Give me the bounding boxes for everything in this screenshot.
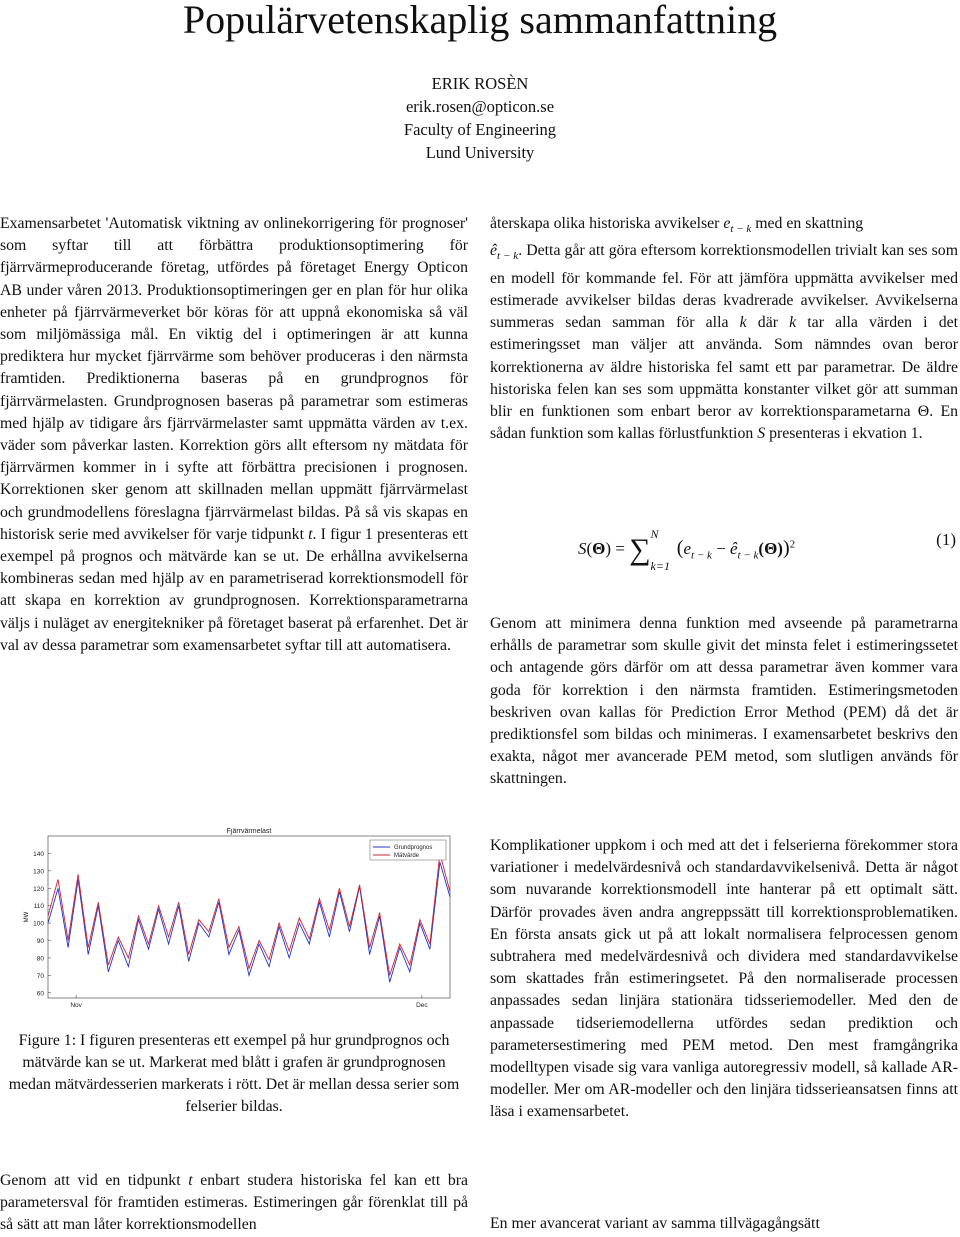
page-title: Populärvetenskaplig sammanfattning (182, 0, 778, 42)
figure-1 (20, 828, 460, 1020)
paragraph-variant: En mer avancerat variant av samma tillvägagångsätt (490, 1215, 820, 1232)
author-email[interactable]: erik.rosen@opticon.se (405, 97, 555, 116)
faculty: Faculty of Engineering (403, 120, 557, 139)
y-tick-label: 140 (33, 850, 44, 858)
load-chart (20, 828, 460, 1020)
x-tick-label: Dec (416, 1002, 428, 1009)
paragraph-complications: Komplikationer uppkom i och med att det i felserierna förekommer stora variationer i medelvärdesnivå och standardavvikelsenivå. Detta är något som nuvarande korrektionsmodell inte hanterar på ett optimalt sätt. Därför provades även andra angreppssätt till korrektionsproblematiken. En första ansats gick ut på att lokalt normalisera felprocessen genom subtrahera med medelvärdesnivå och dividera med standardavvikelse som skattades från estimeringsetet. På den normaliserade processen anpassades sedan linjära stationära tidsseriemodeller. Med den de anpassade tidseriemodellerna utfördes sedan prediktion och parametersestimering med PEM metod. Den mest framgångrika modelltypen visade sig vara vanliga autoregressiv modell, så kallade AR-modeller. Mer om AR-modeller och den linjära tidsserieansatsen finns att läsa i examensarbetet. (490, 837, 958, 1121)
y-tick-label: 100 (33, 920, 44, 928)
legend-label: Mätvärde (394, 853, 420, 860)
paragraph-intro: Examensarbetet 'Automatisk viktning av onlinekorrigering för prognoser' som syftar till att förbättra produktionsoptimering för fjärrvärmeproducerande företag, utfördes på företaget Energy Opticon AB under våren 2013. Produktionsoptimeringen ger en plan för hur olika enheter på fjärrvärmeverket bör köras för att uppnå ekonomiska så väl som miljömässiga mål. En viktig del i optimeringen är att kunna prediktera hur mycket fjärrvärme som behöver produceras i den närmsta framtiden. Prediktionerna baseras på en grundprognos för fjärrvärmelasten. Grundprognosen baseras på parametrar som estimeras med hjälp av tidigare års fjärrvärmelaster samt uppmätta värden av t.ex. väder som påverkar lasten. Korrektion görs allt eftersom ny mätdata för fjärrvärmen kommer in i syfte att förbättra precisionen i prognosen. Korrektionen sker genom att skillnaden mellan uppmätt fjärrvärmelast och grundmodellens föreslagna fjärrvärmelast bildas. På så vis skapas en historisk serie med avvikelser för varje tidpunkt t. I figur 1 presenteras ett exempel på prognos och mätvärde kan se ut. De erhållna avvikelserna kombineras sedan med hjälp av en parametriserad korrektionsmodell för att skapa en korrektion av grundprognosen. Korrektionsparametrarna väljs i nuläget av energitekniker på företaget baserat på erfarenhet. Det är val av dessa parametrar som examensarbetet syftar till att automatisera. (0, 215, 468, 654)
y-tick-label: 70 (36, 972, 44, 980)
x-tick-label: Nov (70, 1002, 82, 1009)
y-tick-label: 90 (36, 938, 44, 946)
paragraph-estimation: Genom att vid en tidpunkt t enbart studera historiska fel kan ett bra parametersval för framtiden estimeras. Estimeringen går förenklat till på så sätt att man låter korrektionsmodellen (0, 1172, 469, 1234)
equation-1 (490, 520, 958, 573)
author-block (0, 72, 960, 164)
legend-label: Grundprognos (394, 845, 433, 852)
y-axis-label: MW (24, 911, 30, 923)
equation-number: (1) (936, 530, 956, 549)
chart-title: Fjärrvärmelast (226, 828, 272, 835)
left-column (0, 213, 468, 657)
series-line-matvarde (48, 853, 450, 975)
right-column (490, 213, 958, 445)
university: Lund University (425, 143, 535, 162)
author-name: ERIK ROSÈN (431, 74, 529, 93)
y-tick-label: 120 (33, 885, 44, 893)
paragraph-pem: Genom att minimera denna funktion med avseende på parametrarna erhålls de parametrar som skulle givit det minsta felet i estimeringssetet och antagende görs därför om att dessa parametrar även kommer vara goda för korrektion i den närmsta framtiden. Estimeringsmetoden beskriven ovan kallas för Prediction Error Method (PEM) då det är prediktionsfel som bildas och minimeras. I examensarbetet beskrivs den exakta, något mer avancerade PEM metod, som slutligen används för skattningen. (490, 615, 958, 788)
y-tick-label: 60 (36, 990, 44, 998)
figure-caption: Figure 1: I figuren presenteras ett exempel på hur grundprognos och mätvärde kan se ut. Markerat med blått i grafen är grundprognosen medan mätvärdesserien markerats i rött. Det är mellan dessa serier som felserier bildas. (8, 1032, 460, 1115)
y-tick-label: 80 (36, 955, 44, 963)
paragraph-loss: återskapa olika historiska avvikelser $e_{t - k}$ med en skattning $ê_{t - k}$. Detta går att göra eftersom korrektionsmodellen trivialt kan ses som en modell för kommande fel. För att jämföra uppmätta avvikelser med estimerade avvikelser bildas deras kvadrerade avvikelser. Avvikelserna summeras sedan samman för alla k där k tar alla värden i det estimeringsset man väljer att använda. Som nämndes ovan beror korrektionerna av äldre historiska fel samt ett par parametrar. De äldre historiska felen kan ses som uppmätta konstanter vilket gör att summan blir en funktionen som enbart beror av korrektionsparametarna Θ. En sådan funktion som kallas förlustfunktion S presenteras i ekvation 1. (490, 215, 959, 443)
equation-body: S(Θ) = ∑ N k=1 ($e_{t - k}$ − $ê_{t - k}(\Theta))^2$ (578, 527, 796, 573)
y-tick-label: 130 (33, 868, 44, 876)
y-tick-label: 110 (33, 903, 44, 911)
